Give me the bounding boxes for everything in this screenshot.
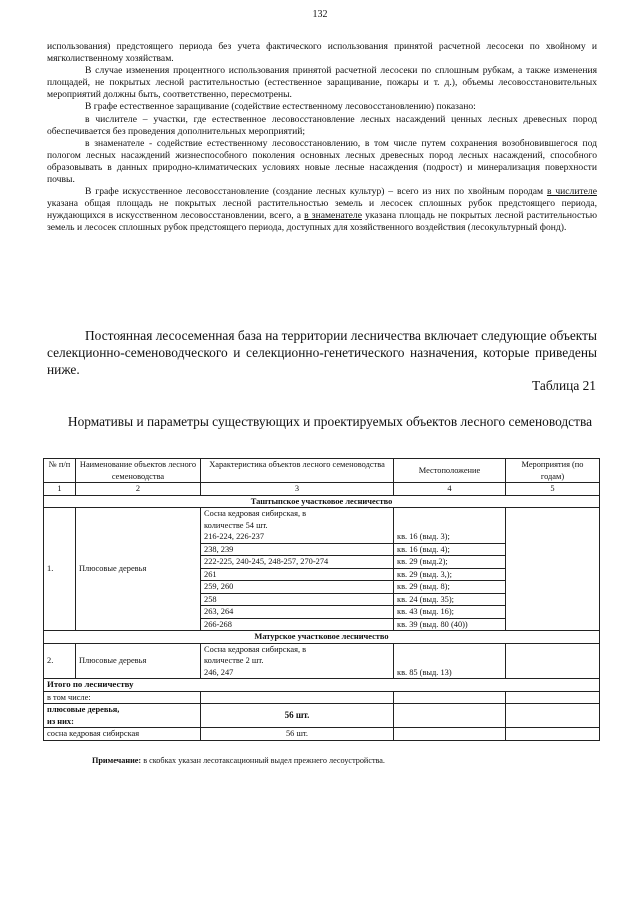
desc-text: Сосна кедровая сибирская, в количестве 2 шт. xyxy=(204,644,307,665)
section-row xyxy=(44,631,600,644)
cell: в том числе: xyxy=(44,691,201,704)
header-cell: Местоположение xyxy=(394,459,506,483)
cell xyxy=(394,728,506,741)
item-numbers: 246, 247 xyxy=(204,667,234,677)
total-label: Итого по лесничеству xyxy=(44,679,600,692)
plus-label: плюсовые деревья, xyxy=(47,705,120,714)
cell: 4 xyxy=(394,483,506,496)
desc-text: Сосна кедровая сибирская, в количестве 54 шт. xyxy=(204,509,307,530)
section-title: Матурское участковое лесничество xyxy=(44,631,600,644)
cell-num: 1. xyxy=(44,508,76,631)
table-header-row xyxy=(44,459,600,483)
of-them-label: из них: xyxy=(47,716,74,726)
table-row xyxy=(44,643,600,679)
cell-location: кв. 85 (выд. 13) xyxy=(394,643,506,679)
cell xyxy=(44,704,201,728)
text: указана общая площадь не покрытых лесной растительностью земель и лесосек сплошных рубок предстоящего периода, нуждающихся в искусственном лесовосстановлении, всего, а xyxy=(47,198,597,222)
item-numbers: 222-225, 240-245, 248-257, 270-274 xyxy=(201,556,394,569)
text: В графе искусственное лесовосстановление (создание лесных культур) – всего из них по хвойным породам xyxy=(85,186,547,198)
paragraph: В графе естественное заращивание (содействие естественному лесовосстановлению) показано: xyxy=(85,101,476,113)
paragraph: в знаменателе - содействие естественному лесовосстановлению, в том числе путем сохранения возобновившегося под пологом лесных насаждений жизнеспособного поколения основных лесных древесных пород лесных насаждений, способного образовывать в данных природно-климатических условиях новые лесные насаждения (подрост) и минерализация поверхности почвы. xyxy=(47,137,597,186)
total-row xyxy=(44,679,600,692)
table-number: Таблица 21 xyxy=(532,378,596,393)
cell-num: 2. xyxy=(44,643,76,679)
paragraph xyxy=(47,186,597,234)
cell-name: Плюсовые деревья xyxy=(76,643,201,679)
cell-value: 56 шт. xyxy=(201,704,394,728)
header-cell: Наименование объектов лесного семеноводства xyxy=(76,459,201,483)
body-text xyxy=(47,41,597,235)
cell xyxy=(394,691,506,704)
paragraph: Постоянная лесосеменная база на территории лесничества включает следующие объекты селекционно-семеноводческого и селекционно-генетического назначения, которые приведены ниже. xyxy=(47,328,597,377)
item-numbers: 259, 260 xyxy=(201,581,394,594)
table-row xyxy=(44,508,600,544)
text: указана площадь не покрытых лесной растительностью земель и лесосек сплошных рубок предстоящего периода, доступных для хозяйственного воздействия (лесокультурный фонд). xyxy=(47,210,597,234)
table-row xyxy=(44,691,600,704)
header-cell: Характеристика объектов лесного семеноводства xyxy=(201,459,394,483)
cell-value: 56 шт. xyxy=(201,728,394,741)
cell xyxy=(394,704,506,728)
cell-location: кв. 29 (выд. 8); xyxy=(394,581,506,594)
header-cell: Мероприятия (по годам) xyxy=(506,459,600,483)
cell: 3 xyxy=(201,483,394,496)
page-number: 132 xyxy=(312,9,328,20)
seed-objects-table xyxy=(43,458,600,741)
cell-location: кв. 29 (выд. 3,); xyxy=(394,568,506,581)
item-numbers: 263, 264 xyxy=(201,606,394,619)
paragraph: В случае изменения процентного использования принятой расчетной лесосеки по сплошным рубкам, а также изменения площадей, не покрытых лесной растительностью (естественное заращивание, пожары и т. д.), объемы лесовосстановительных мероприятий должны быть, соответственно, пересмотрены. xyxy=(47,65,597,101)
cell xyxy=(201,691,394,704)
note-text: в скобках указан лесотаксационный выдел прежнего лесоустройства. xyxy=(141,756,385,765)
paragraph: использования) предстоящего периода без учета фактического использования принятой расчетной лесосеки по хвойному и мягколиственному хозяйствам. xyxy=(47,41,597,65)
cell-name: Плюсовые деревья xyxy=(76,508,201,631)
cell-location: кв. 16 (выд. 4); xyxy=(394,543,506,556)
table-row xyxy=(44,728,600,741)
cell xyxy=(506,728,600,741)
section-row xyxy=(44,495,600,508)
header-cell: № п/п xyxy=(44,459,76,483)
cell-measures xyxy=(506,508,600,631)
cell: 2 xyxy=(76,483,201,496)
note-label: Примечание: xyxy=(92,756,142,765)
table-row xyxy=(44,704,600,728)
cell xyxy=(506,691,600,704)
cell-location: кв. 16 (выд. 3); xyxy=(394,508,506,544)
cell-desc xyxy=(201,508,394,544)
underlined-text: в числителе xyxy=(546,186,597,198)
cell xyxy=(506,704,600,728)
item-numbers: 238, 239 xyxy=(201,543,394,556)
cell: 5 xyxy=(506,483,600,496)
item-numbers: 266-268 xyxy=(201,618,394,631)
cell: сосна кедровая сибирская xyxy=(44,728,201,741)
cell-location: кв. 29 (выд.2); xyxy=(394,556,506,569)
item-numbers: 258 xyxy=(201,593,394,606)
table-note xyxy=(92,756,385,765)
cell-location: кв. 43 (выд. 16); xyxy=(394,606,506,619)
column-number-row xyxy=(44,483,600,496)
underlined-text: в знаменателе xyxy=(304,210,362,222)
cell-location: кв. 39 (выд. 80 (40)) xyxy=(394,618,506,631)
table-title: Нормативы и параметры существующих и проектируемых объектов лесного семеноводства xyxy=(67,414,593,429)
section-title: Таштыпское участковое лесничество xyxy=(44,495,600,508)
paragraph: в числителе – участки, где естественное лесовосстановление лесных насаждений ценных лесных древесных пород обеспечивается без проведения дополнительных мероприятий; xyxy=(47,113,597,137)
cell-measures xyxy=(506,643,600,679)
item-numbers: 261 xyxy=(201,568,394,581)
cell-desc xyxy=(201,643,394,679)
cell: 1 xyxy=(44,483,76,496)
cell-location: кв. 24 (выд. 35); xyxy=(394,593,506,606)
body-text-large xyxy=(47,327,597,378)
item-numbers: 216-224, 226-237 xyxy=(204,532,265,541)
